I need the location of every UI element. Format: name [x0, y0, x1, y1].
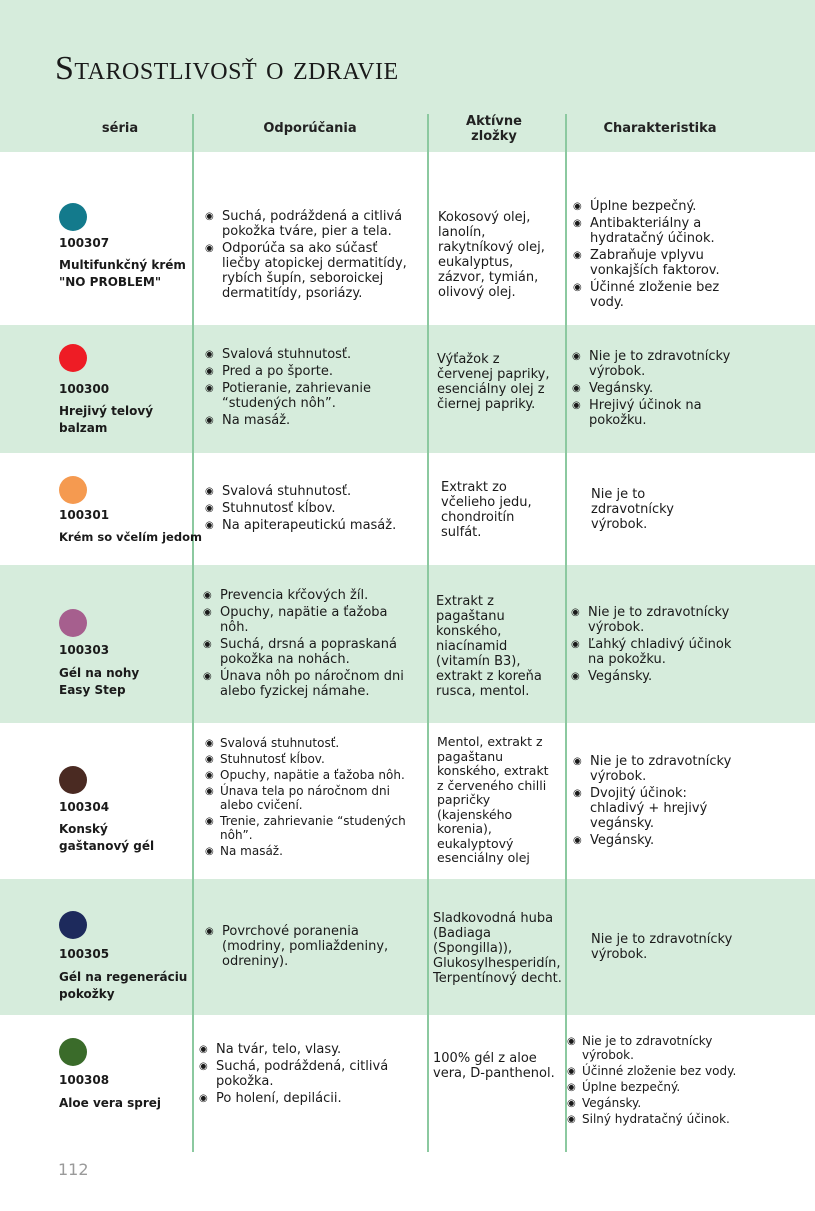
- list-item: ◉ Zabraňuje vplyvu vonkajších faktorov.: [573, 248, 738, 278]
- color-swatch: [59, 766, 87, 794]
- list-item: ◉ Suchá, podráždená, citlivá pokožka.: [199, 1059, 417, 1089]
- header-series: séria: [101, 121, 139, 136]
- product-name-line1: Krém so včelím jedom: [59, 530, 202, 544]
- product-code: 100308: [59, 1073, 110, 1087]
- product-code: 100300: [59, 382, 110, 396]
- color-swatch: [59, 344, 87, 372]
- recommendations-list: [205, 347, 417, 430]
- active-ingredients: Extrakt z pagaštanu konského, niacínamid (vitamín B3), extrakt z koreňa rusca, mentol.: [436, 594, 542, 699]
- color-swatch: [59, 203, 87, 231]
- list-item: ◉ Úplne bezpečný.: [567, 1080, 757, 1094]
- list-item: ◉ Na apiterapeutickú masáž.: [205, 518, 417, 533]
- product-code: 100303: [59, 643, 110, 657]
- header-active-ingredients: [444, 114, 544, 144]
- active-ingredients: Kokosový olej, lanolín, rakytníkový olej, eukalyptus, zázvor, tymián, olivový olej.: [438, 210, 545, 300]
- characteristics-list: [567, 1034, 757, 1128]
- product-name: [59, 1095, 194, 1112]
- product-name-line1: Konský: [59, 822, 108, 836]
- header-characteristics: Charakteristika: [603, 121, 717, 136]
- page-title: Starostlivosť o zdravie: [55, 50, 399, 87]
- header-recommendations: Odporúčania: [263, 121, 357, 136]
- list-item: ◉ Účinné zloženie bez vody.: [567, 1064, 757, 1078]
- list-item: ◉ Opuchy, napätie a ťažoba nôh.: [205, 768, 417, 782]
- list-item: ◉ Trenie, zahrievanie “studených nôh”.: [205, 814, 417, 842]
- product-name: [59, 529, 202, 546]
- product-name-line1: Gél na regeneráciu: [59, 970, 188, 984]
- recommendations-list: [205, 736, 417, 860]
- characteristics-text: Nie je to zdravotnícky výrobok.: [591, 932, 733, 962]
- list-item: ◉ Hrejivý účinok na pokožku.: [572, 398, 737, 428]
- list-item: ◉ Svalová stuhnutosť.: [205, 736, 417, 750]
- color-swatch: [59, 1038, 87, 1066]
- product-name-line2: balzam: [59, 421, 108, 435]
- list-item: ◉ Potieranie, zahrievanie “studených nôh”.: [205, 381, 417, 411]
- product-name-line2: Easy Step: [59, 683, 126, 697]
- list-item: ◉ Nie je to zdravotnícky výrobok.: [567, 1034, 757, 1062]
- product-name-line1: Hrejivý telový: [59, 404, 154, 418]
- product-code: 100301: [59, 508, 110, 522]
- list-item: ◉ Stuhnutosť kĺbov.: [205, 501, 417, 516]
- list-item: ◉ Únava nôh po náročnom dni alebo fyzickej námahe.: [203, 669, 417, 699]
- list-item: ◉ Vegánsky.: [572, 381, 737, 396]
- recommendations-list: [205, 924, 417, 971]
- column-divider: [427, 114, 429, 1152]
- color-swatch: [59, 911, 87, 939]
- recommendations-list: [205, 484, 417, 535]
- header-active-line2: zložky: [471, 129, 517, 144]
- list-item: ◉ Účinné zloženie bez vody.: [573, 280, 738, 310]
- list-item: ◉ Antibakteriálny a hydratačný účinok.: [573, 216, 738, 246]
- list-item: ◉ Povrchové poranenia (modriny, pomliaždeniny, odreniny).: [205, 924, 417, 969]
- product-name-line1: Multifunkčný krém: [59, 258, 186, 272]
- list-item: ◉ Úplne bezpečný.: [573, 199, 738, 214]
- product-code: 100307: [59, 236, 110, 250]
- list-item: ◉ Na tvár, telo, vlasy.: [199, 1042, 417, 1057]
- product-name: [59, 403, 194, 437]
- list-item: ◉ Vegánsky.: [571, 669, 741, 684]
- product-code: 100304: [59, 800, 110, 814]
- product-name: [59, 665, 194, 699]
- characteristics-list: [573, 199, 738, 312]
- recommendations-list: [203, 588, 417, 701]
- list-item: ◉ Nie je to zdravotnícky výrobok.: [573, 754, 738, 784]
- characteristics-text: Nie je to zdravotnícky výrobok.: [591, 487, 674, 532]
- list-item: ◉ Na masáž.: [205, 844, 417, 858]
- list-item: ◉ Dvojitý účinok: chladivý + hrejivý vegánsky.: [573, 786, 738, 831]
- list-item: ◉ Na masáž.: [205, 413, 417, 428]
- list-item: ◉ Vegánsky.: [567, 1096, 757, 1110]
- recommendations-list: [199, 1042, 417, 1108]
- active-ingredients: Výťažok z červenej papriky, esenciálny olej z čiernej papriky.: [437, 352, 550, 412]
- product-name: [59, 257, 194, 291]
- product-name-line1: Gél na nohy: [59, 666, 140, 680]
- list-item: ◉ Suchá, podráždená a citlivá pokožka tváre, pier a tela.: [205, 209, 417, 239]
- list-item: ◉ Odporúča sa ako súčasť liečby atopickej dermatitídy, rybích šupín, seboroickej dermatitídy, psoriázy.: [205, 241, 417, 301]
- active-ingredients: Mentol, extrakt z pagaštanu konského, extrakt z červeného chilli papričky (kajenského korenia), eukalyptový esenciálny olej: [437, 734, 549, 865]
- list-item: ◉ Svalová stuhnutosť.: [205, 347, 417, 362]
- product-name-line2: gaštanový gél: [59, 839, 155, 853]
- color-swatch: [59, 476, 87, 504]
- list-item: ◉ Stuhnutosť kĺbov.: [205, 752, 417, 766]
- list-item: ◉ Silný hydratačný účinok.: [567, 1112, 757, 1126]
- color-swatch: [59, 609, 87, 637]
- active-ingredients: Extrakt zo včelieho jedu, chondroitín sulfát.: [441, 480, 532, 540]
- header-active-line1: Aktívne: [466, 114, 522, 129]
- list-item: ◉ Nie je to zdravotnícky výrobok.: [571, 605, 741, 635]
- list-item: ◉ Únava tela po náročnom dni alebo cvičení.: [205, 784, 417, 812]
- list-item: ◉ Nie je to zdravotnícky výrobok.: [572, 349, 737, 379]
- product-name: [59, 821, 194, 855]
- product-name-line1: Aloe vera sprej: [59, 1096, 162, 1110]
- product-name: [59, 969, 194, 1003]
- product-code: 100305: [59, 947, 110, 961]
- list-item: ◉ Prevencia kŕčových žíl.: [203, 588, 417, 603]
- product-name-line2: pokožky: [59, 987, 115, 1001]
- characteristics-list: [571, 605, 741, 686]
- list-item: ◉ Suchá, drsná a popraskaná pokožka na nohách.: [203, 637, 417, 667]
- page-number: 112: [58, 1160, 89, 1179]
- list-item: ◉ Ľahký chladivý účinok na pokožku.: [571, 637, 741, 667]
- list-item: ◉ Opuchy, napätie a ťažoba nôh.: [203, 605, 417, 635]
- recommendations-list: [205, 209, 417, 303]
- active-ingredients: Sladkovodná huba (Badiaga (Spongilla)), Glukosylhesperidín, Terpentínový decht.: [433, 911, 562, 986]
- active-ingredients: 100% gél z aloe vera, D-panthenol.: [433, 1051, 555, 1081]
- list-item: ◉ Pred a po športe.: [205, 364, 417, 379]
- characteristics-list: [572, 349, 737, 430]
- column-divider: [565, 114, 567, 1152]
- product-name-line2: "NO PROBLEM": [59, 275, 162, 289]
- list-item: ◉ Vegánsky.: [573, 833, 738, 848]
- list-item: ◉ Po holení, depilácii.: [199, 1091, 417, 1106]
- characteristics-list: [573, 754, 738, 850]
- list-item: ◉ Svalová stuhnutosť.: [205, 484, 417, 499]
